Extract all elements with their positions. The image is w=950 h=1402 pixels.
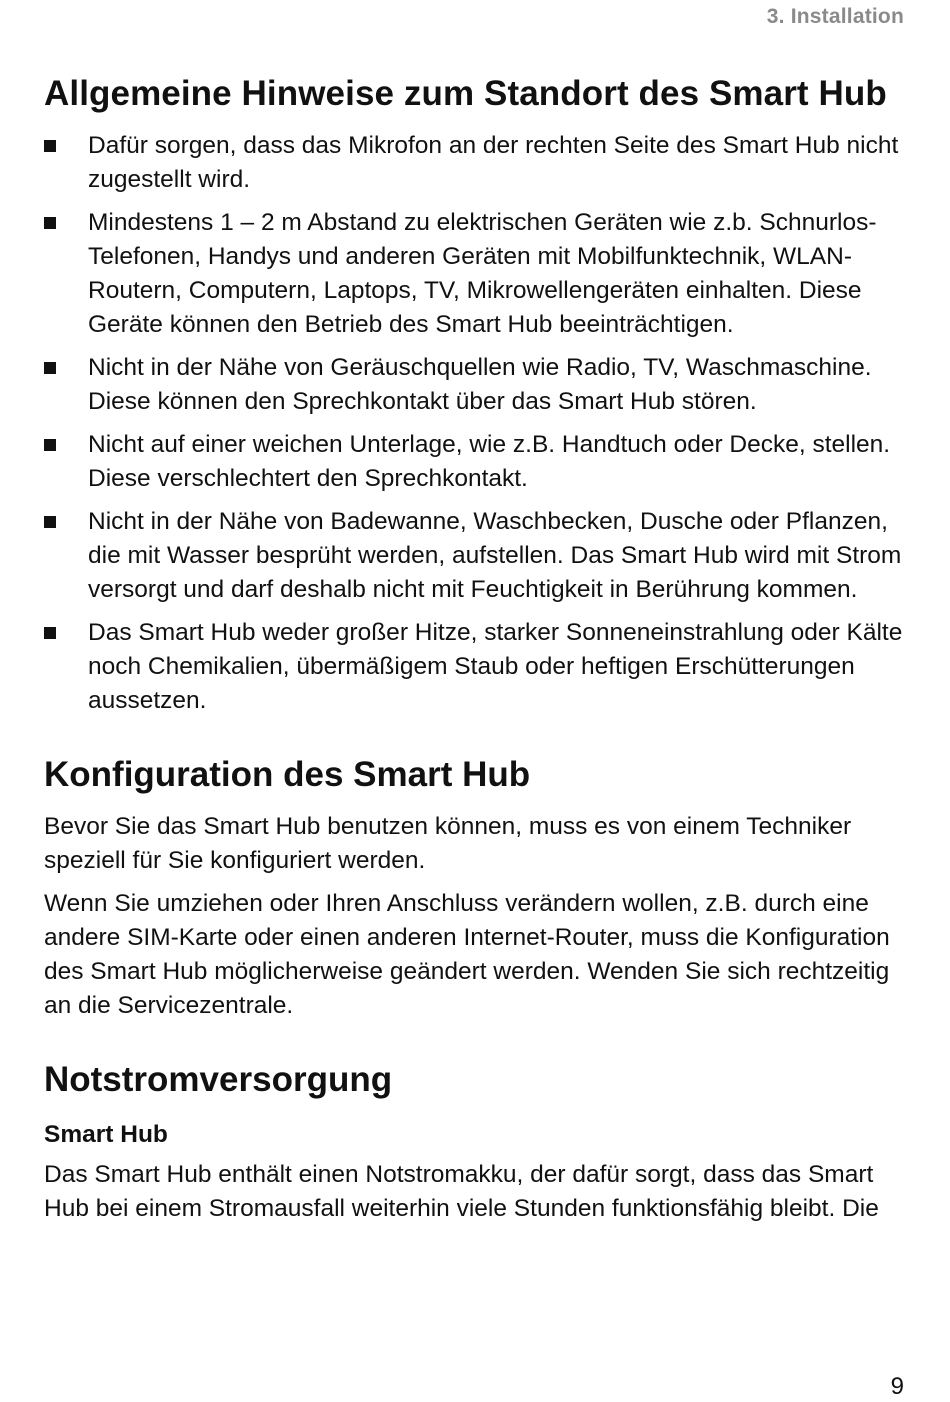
square-bullet-icon <box>44 140 56 152</box>
list-item <box>44 129 904 197</box>
section-heading-konfiguration: Konfiguration des Smart Hub <box>44 755 531 794</box>
running-header: 3. Installation <box>766 5 904 28</box>
list-item-text: Dafür sorgen, dass das Mikrofon an der rechten Seite des Smart Hub nicht zugestellt wird. <box>88 132 899 193</box>
page-content <box>44 72 904 1226</box>
list-item <box>44 505 904 607</box>
page-number: 9 <box>890 1373 904 1400</box>
list-item <box>44 206 904 342</box>
section-heading-notstrom: Notstromversorgung <box>44 1060 393 1099</box>
section-heading-standort: Allgemeine Hinweise zum Standort des Smart Hub <box>44 74 887 113</box>
square-bullet-icon <box>44 362 56 374</box>
list-item-text: Nicht auf einer weichen Unterlage, wie z.B. Handtuch oder Decke, stellen. Diese verschlechtert den Sprechkontakt. <box>88 431 891 492</box>
square-bullet-icon <box>44 627 56 639</box>
list-item-text: Mindestens 1 – 2 m Abstand zu elektrischen Geräten wie z.b. Schnurlos-Telefonen, Handys und anderen Geräten mit Mobilfunktechnik, WLAN-Routern, Computern, Laptops, TV, Mikrowellengeräten einhalten. Diese Geräte können den Betrieb des Smart Hub beeinträchtigen. <box>88 209 877 338</box>
list-item-text: Nicht in der Nähe von Geräuschquellen wie Radio, TV, Waschmaschine. Diese können den Sprechkontakt über das Smart Hub stören. <box>88 354 872 415</box>
list-item-text: Das Smart Hub weder großer Hitze, starker Sonneneinstrahlung oder Kälte noch Chemikalien, übermäßigem Staub oder heftigen Erschütterungen aussetzen. <box>88 619 903 714</box>
subheading-smart-hub: Smart Hub <box>44 1121 168 1148</box>
square-bullet-icon <box>44 217 56 229</box>
list-item <box>44 616 904 718</box>
list-item <box>44 428 904 496</box>
paragraph: Wenn Sie umziehen oder Ihren Anschluss verändern wollen, z.B. durch eine andere SIM-Karte oder einen anderen Internet-Router, muss die Konfiguration des Smart Hub möglicherweise geändert werden. Wenden Sie sich rechtzeitig an die Servicezentrale. <box>44 890 890 1019</box>
paragraph: Bevor Sie das Smart Hub benutzen können, muss es von einem Techniker speziell für Sie konfiguriert werden. <box>44 813 852 874</box>
bullet-list-standort <box>44 129 904 718</box>
square-bullet-icon <box>44 516 56 528</box>
paragraph: Das Smart Hub enthält einen Notstromakku, der dafür sorgt, dass das Smart Hub bei einem Stromausfall weiterhin viele Stunden funktionsfähig bleibt. Die <box>44 1161 879 1222</box>
list-item <box>44 351 904 419</box>
list-item-text: Nicht in der Nähe von Badewanne, Waschbecken, Dusche oder Pflanzen, die mit Wasser besprüht werden, aufstellen. Das Smart Hub wird mit Strom versorgt und darf deshalb nicht mit Feuchtigkeit in Berührung kommen. <box>88 508 902 603</box>
square-bullet-icon <box>44 439 56 451</box>
